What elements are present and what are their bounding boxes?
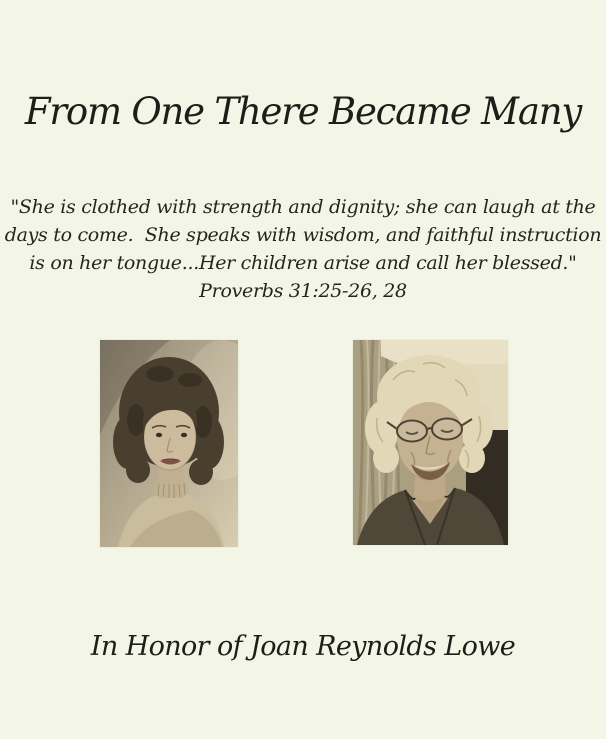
quote-line-1: "She is clothed with strength and dignity; she can laugh at the — [10, 196, 596, 218]
dedication-text: In Honor of Joan Reynolds Lowe — [90, 631, 516, 662]
scripture-quote — [0, 193, 606, 305]
quote-line-3: is on her tongue...Her children arise and call her blessed." — [29, 252, 577, 274]
young-portrait-image — [100, 340, 238, 547]
young-portrait-photo — [100, 340, 238, 547]
elder-portrait-image — [353, 340, 508, 545]
elder-portrait-photo — [353, 340, 508, 545]
scripture-citation: Proverbs 31:25-26, 28 — [199, 280, 407, 302]
quote-line-2: days to come. She speaks with wisdom, and faithful instruction — [4, 224, 602, 246]
book-title: From One There Became Many — [24, 90, 582, 133]
